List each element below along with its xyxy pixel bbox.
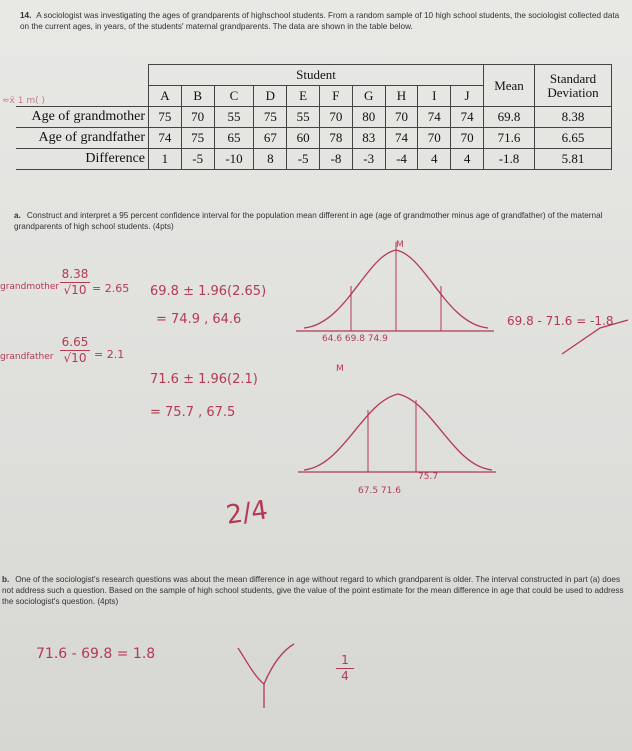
gf-fraction: [60, 336, 90, 365]
table-row: [16, 149, 612, 170]
normal-curve-sketch-2: [298, 380, 498, 490]
sd-cell: 5.81: [535, 149, 612, 170]
score-part-a: 2/4: [224, 495, 270, 531]
student-group-header: Student: [149, 65, 484, 86]
table-cell: 75: [149, 107, 182, 128]
table-cell: 65: [214, 128, 254, 149]
grandmother-note: grandmother: [0, 282, 60, 292]
table-cell: 70: [385, 107, 418, 128]
table-cell: -5: [287, 149, 320, 170]
table-cell: 67: [254, 128, 287, 149]
table-cell: 1: [149, 149, 182, 170]
ages-table: [16, 64, 612, 170]
gm-denominator: √10: [63, 283, 87, 297]
column-header: C: [214, 86, 254, 107]
column-header: H: [385, 86, 418, 107]
mean-cell: -1.8: [484, 149, 535, 170]
gf-bounds: = 75.7 , 67.5: [150, 405, 236, 420]
point-estimate-work: 71.6 - 69.8 = 1.8: [36, 646, 156, 662]
column-header: D: [254, 86, 287, 107]
table-cell: 60: [287, 128, 320, 149]
row-label: Age of grandmother: [16, 107, 149, 128]
part-b-label: b.: [2, 575, 10, 584]
score-part-b: [336, 654, 354, 683]
gm-result: = 2.65: [92, 282, 130, 295]
gm-numerator: 8.38: [61, 267, 89, 281]
mu-label-1: M: [396, 240, 404, 250]
gm-interval: 69.8 ± 1.96(2.65): [150, 284, 267, 299]
mu-label-2: M: [336, 364, 344, 374]
table-cell: 70: [451, 128, 484, 149]
part-a-label: a.: [14, 211, 21, 220]
table-cell: 83: [352, 128, 385, 149]
sd-header: Standard Deviation: [535, 65, 612, 107]
column-header: J: [451, 86, 484, 107]
table-cell: 55: [214, 107, 254, 128]
table-cell: 4: [451, 149, 484, 170]
table-cell: 75: [181, 128, 214, 149]
question-prompt: [20, 10, 620, 32]
column-header: G: [352, 86, 385, 107]
table-cell: 8: [254, 149, 287, 170]
curve1-tick-labels: 64.6 69.8 74.9: [322, 334, 388, 344]
table-cell: 70: [181, 107, 214, 128]
table-cell: -4: [385, 149, 418, 170]
part-a-text: Construct and interpret a 95 percent confidence interval for the population mean different in age (age of grandmother minus age of grandfather) of the maternal grandparents of high school students. (4pts): [14, 211, 603, 231]
gf-denominator: √10: [63, 351, 87, 365]
table-cell: 80: [352, 107, 385, 128]
column-header: F: [320, 86, 353, 107]
table-cell: 55: [287, 107, 320, 128]
gm-bounds: = 74.9 , 64.6: [156, 312, 242, 327]
question-text: A sociologist was investigating the ages of grandparents of highschool students. From a random sample of 10 high school students, the sociologist collected data on the current ages, in years, of the students' maternal grandparents. The data are shown in the table below.: [20, 11, 620, 31]
column-header: E: [287, 86, 320, 107]
grandfather-note: grandfather: [0, 352, 54, 362]
table-cell: 75: [254, 107, 287, 128]
gf-numerator: 6.65: [61, 335, 89, 349]
check-mark-b: [236, 640, 296, 710]
table-cell: -3: [352, 149, 385, 170]
curve2-tick-right: 75.7: [418, 472, 439, 482]
sd-cell: 6.65: [535, 128, 612, 149]
table-cell: -8: [320, 149, 353, 170]
row-label: Age of grandfather: [16, 128, 149, 149]
table-cell: -10: [214, 149, 254, 170]
table-row: [16, 128, 612, 149]
table-cell: 4: [418, 149, 451, 170]
part-b-text: One of the sociologist's research questions was about the mean difference in age without regard to which grandparent is older. The interval constructed in part (a) does not address such a question. Based on the sample of high school students, give the value of the point estimate for the mean difference in age that could be used to address the sociologist's question. (4pts): [2, 575, 624, 606]
column-header: A: [149, 86, 182, 107]
score-b-numerator: 1: [341, 653, 349, 667]
gf-result: = 2.1: [94, 348, 125, 361]
part-b-prompt: [2, 574, 630, 607]
mean-cell: 69.8: [484, 107, 535, 128]
gm-fraction: [60, 268, 90, 297]
table-cell: -5: [181, 149, 214, 170]
gf-interval: 71.6 ± 1.96(2.1): [150, 372, 258, 387]
table-cell: 78: [320, 128, 353, 149]
difference-calculation: 69.8 - 71.6 = -1.8: [507, 314, 614, 328]
table-cell: 74: [451, 107, 484, 128]
curve2-tick-labels: 67.5 71.6: [358, 486, 401, 496]
row-label: Difference: [16, 149, 149, 170]
sd-cell: 8.38: [535, 107, 612, 128]
table-cell: 74: [149, 128, 182, 149]
mean-header: Mean: [484, 65, 535, 107]
score-b-denominator: 4: [341, 669, 349, 683]
question-number: 14.: [20, 11, 32, 20]
table-cell: 74: [418, 107, 451, 128]
table-row: [16, 107, 612, 128]
margin-note: ≈x̄ 1 m( ): [2, 96, 45, 106]
check-mark-a: [560, 320, 630, 360]
part-a-prompt: [14, 210, 624, 232]
mean-cell: 71.6: [484, 128, 535, 149]
column-header: I: [418, 86, 451, 107]
column-header: B: [181, 86, 214, 107]
table-cell: 70: [418, 128, 451, 149]
table-cell: 70: [320, 107, 353, 128]
table-cell: 74: [385, 128, 418, 149]
